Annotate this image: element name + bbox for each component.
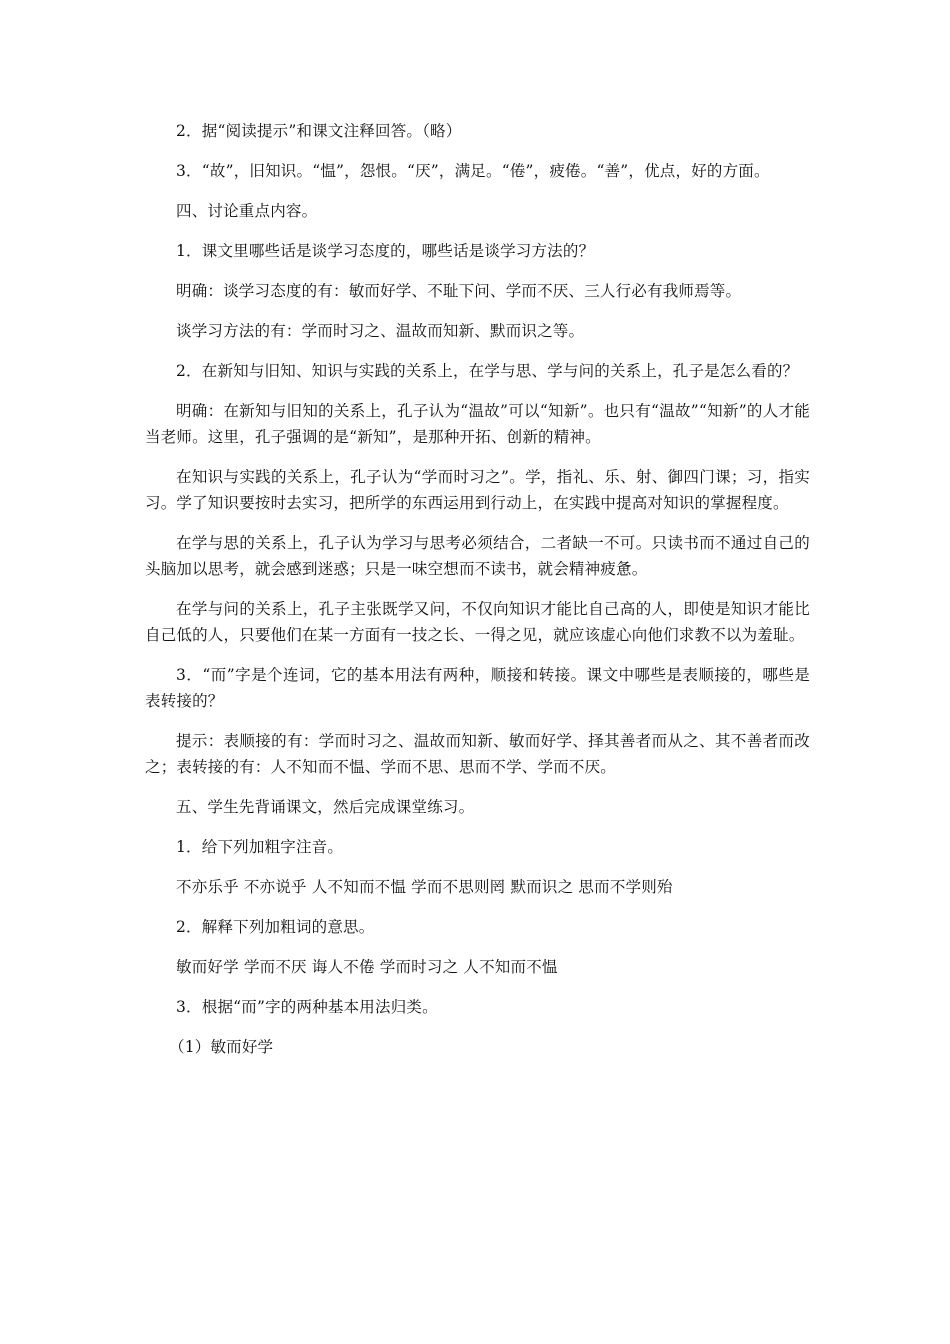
- section-heading-4: 四、讨论重点内容。: [176, 202, 318, 220]
- exercise-3-item-1: （1）敏而好学: [169, 1038, 274, 1056]
- answer-2-learn-ask: 在学与问的关系上，孔子主张既学又问，不仅向知识才能比自己高的人，即使是知识才能比自己低的人，只要他们在某一方面有一技之长、一得之见，就应该虚心向他们求教不以为羞耻。: [145, 600, 810, 644]
- document-body: [145, 118, 810, 1074]
- answer-2-learn-think: 在学与思的关系上，孔子认为学习与思考必须结合，二者缺一不可。只读书而不通过自己的头脑加以思考，就会感到迷惑；只是一味空想而不读书，就会精神疲惫。: [145, 534, 810, 578]
- answer-2-new-old: 明确：在新知与旧知的关系上，孔子认为“温故”可以“知新”。也只有“温故”“知新”的人才能当老师。这里，孔子强调的是“新知”，是那种开拓、创新的精神。: [145, 402, 810, 446]
- answer-1-attitude: 明确：谈学习态度的有：敏而好学、不耻下问、学而不厌、三人行必有我师焉等。: [176, 282, 742, 300]
- exercise-1-items: 不亦乐乎 不亦说乎 人不知而不愠 学而不思则罔 默而识之 思而不学则殆: [176, 878, 673, 896]
- section-heading-5: 五、学生先背诵课文，然后完成课堂练习。: [176, 798, 475, 816]
- exercise-2-items: 敏而好学 学而不厌 诲人不倦 学而时习之 人不知而不愠: [176, 958, 558, 976]
- hint-3: 提示：表顺接的有：学而时习之、温故而知新、敏而好学、择其善者而从之、其不善者而改之；表转接的有：人不知而不愠、学而不思、思而不学、学而不厌。: [145, 732, 810, 776]
- answer-1-method: 谈学习方法的有：学而时习之、温故而知新、默而识之等。: [176, 322, 585, 340]
- question-3: 3．“而”字是个连词，它的基本用法有两种，顺接和转接。课文中哪些是表顺接的，哪些是表转接的？: [145, 666, 810, 710]
- exercise-1-title: 1．给下列加粗字注音。: [176, 838, 344, 856]
- answer-2-knowledge-practice: 在知识与实践的关系上，孔子认为“学而时习之”。学，指礼、乐、射、御四门课；习，指实习。学了知识要按时去实习，把所学的东西运用到行动上，在实践中提高对知识的掌握程度。: [145, 468, 810, 512]
- exercise-3-title: 3．根据“而”字的两种基本用法归类。: [176, 998, 438, 1016]
- question-1: 1．课文里哪些话是谈学习态度的，哪些话是谈学习方法的？: [176, 242, 595, 260]
- paragraph-answer-2: 2．据“阅读提示”和课文注释回答。（略）: [176, 122, 462, 140]
- question-2: 2．在新知与旧知、知识与实践的关系上，在学与思、学与问的关系上，孔子是怎么看的？: [176, 362, 799, 380]
- paragraph-answer-3: 3．“故”，旧知识。“愠”，怨恨。“厌”，满足。“倦”，疲倦。“善”，优点，好的方面。: [176, 162, 770, 180]
- exercise-2-title: 2．解释下列加粗词的意思。: [176, 918, 375, 936]
